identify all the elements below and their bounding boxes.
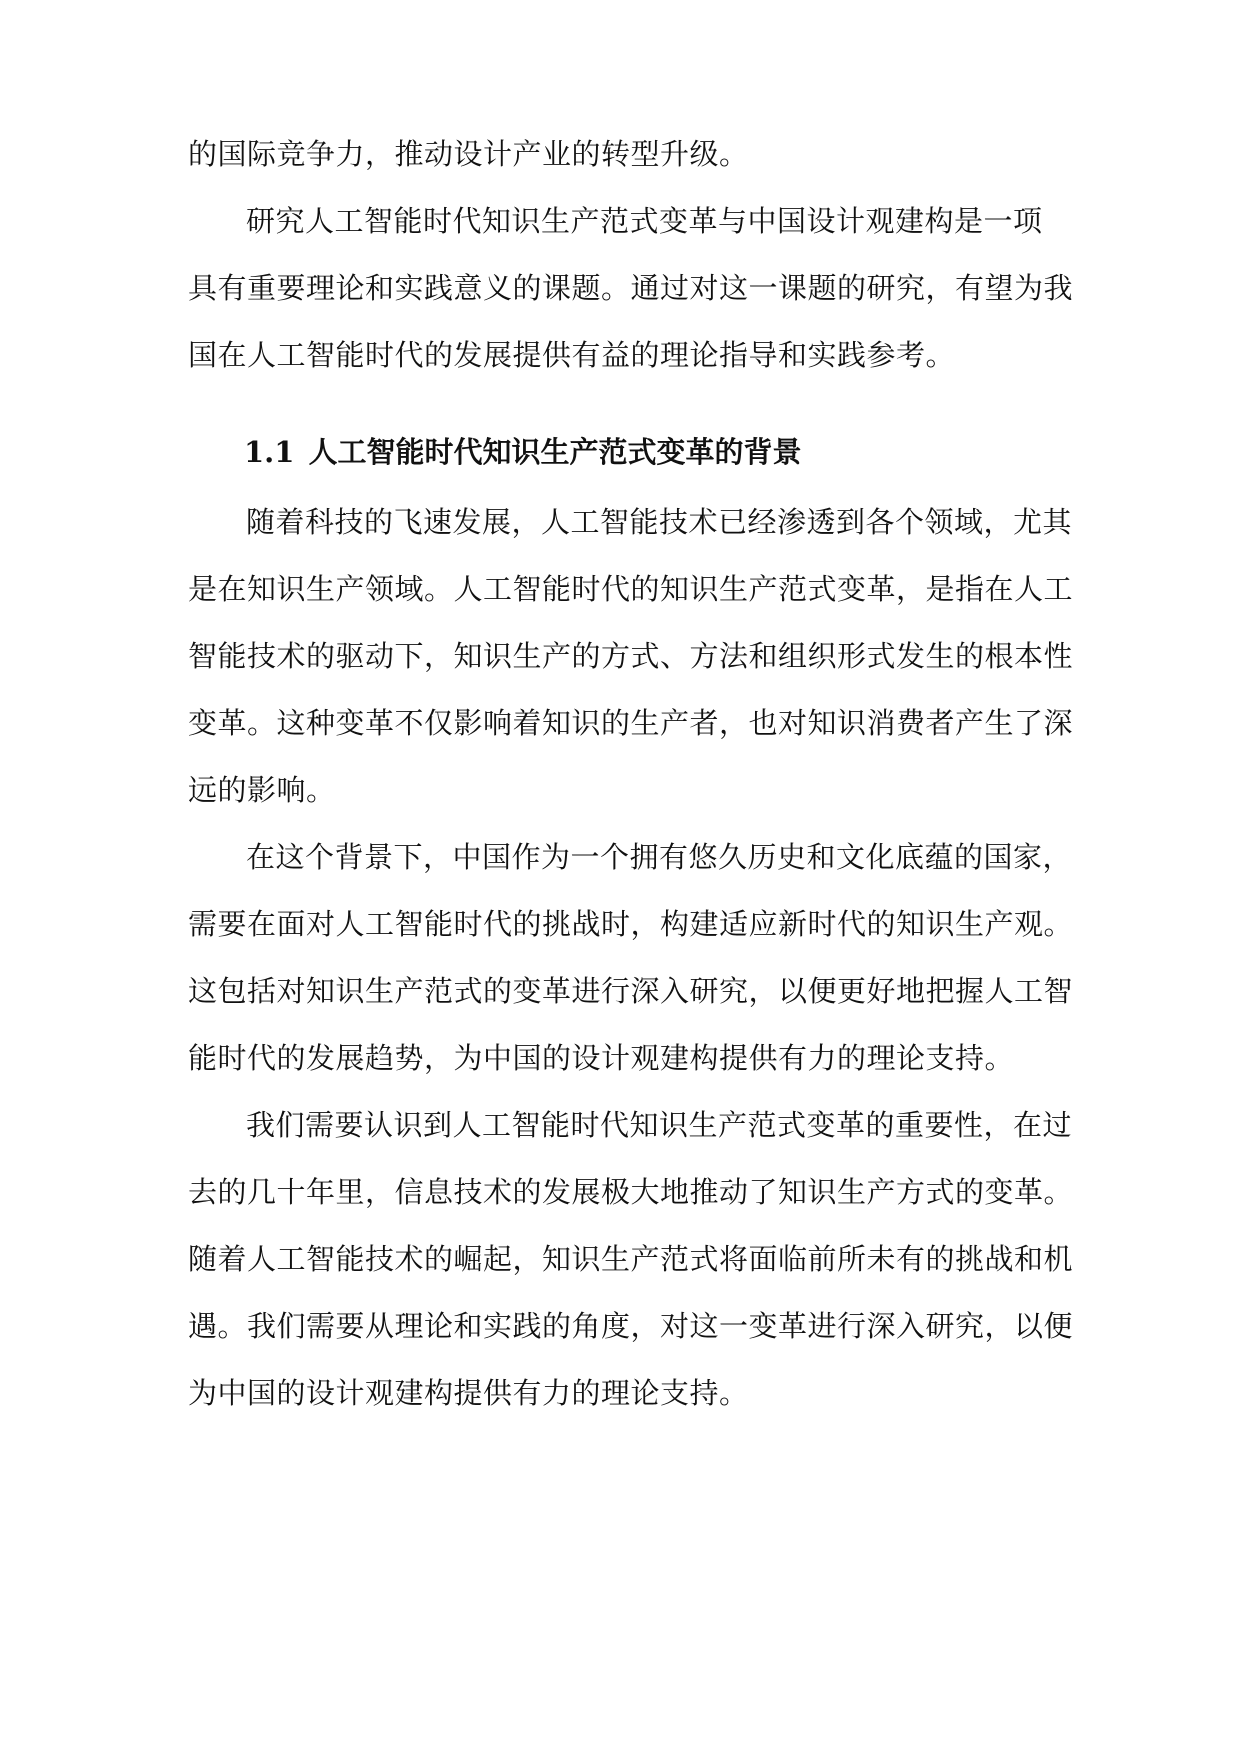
section-title: 人工智能时代知识生产范式变革的背景 bbox=[308, 435, 802, 469]
section-number: 1.1 bbox=[244, 435, 295, 469]
paragraph-line: 随着人工智能技术的崛起，知识生产范式将面临前所未有的挑战和机 bbox=[188, 1242, 1074, 1276]
paragraph-line: 是在知识生产领域。人工智能时代的知识生产范式变革，是指在人工 bbox=[188, 572, 1074, 606]
paragraph-line: 这包括对知识生产范式的变革进行深入研究，以便更好地把握人工智 bbox=[188, 974, 1074, 1008]
paragraph-line: 远的影响。 bbox=[188, 773, 336, 807]
paragraph-line: 变革。这种变革不仅影响着知识的生产者，也对知识消费者产生了深 bbox=[188, 706, 1074, 740]
paragraph-line: 我们需要认识到人工智能时代知识生产范式变革的重要性，在过 bbox=[246, 1108, 1073, 1142]
paragraph-line: 为中国的设计观建构提供有力的理论支持。 bbox=[188, 1376, 749, 1410]
paragraph-line: 的国际竞争力，推动设计产业的转型升级。 bbox=[188, 137, 749, 171]
paragraph-line: 能时代的发展趋势，为中国的设计观建构提供有力的理论支持。 bbox=[188, 1041, 1015, 1075]
paragraph-line: 国在人工智能时代的发展提供有益的理论指导和实践参考。 bbox=[188, 338, 956, 372]
paragraph-line: 去的几十年里，信息技术的发展极大地推动了知识生产方式的变革。 bbox=[188, 1175, 1074, 1209]
section-heading bbox=[244, 432, 801, 472]
paragraph-line: 研究人工智能时代知识生产范式变革与中国设计观建构是一项 bbox=[246, 204, 1043, 238]
paragraph-line: 具有重要理论和实践意义的课题。通过对这一课题的研究，有望为我 bbox=[188, 271, 1074, 305]
paragraph-line: 遇。我们需要从理论和实践的角度，对这一变革进行深入研究，以便 bbox=[188, 1309, 1074, 1343]
paragraph-line: 智能技术的驱动下，知识生产的方式、方法和组织形式发生的根本性 bbox=[188, 639, 1074, 673]
paragraph-line: 随着科技的飞速发展，人工智能技术已经渗透到各个领域，尤其 bbox=[246, 505, 1073, 539]
paragraph-line: 在这个背景下，中国作为一个拥有悠久历史和文化底蕴的国家， bbox=[246, 840, 1073, 874]
paragraph-line: 需要在面对人工智能时代的挑战时，构建适应新时代的知识生产观。 bbox=[188, 907, 1074, 941]
